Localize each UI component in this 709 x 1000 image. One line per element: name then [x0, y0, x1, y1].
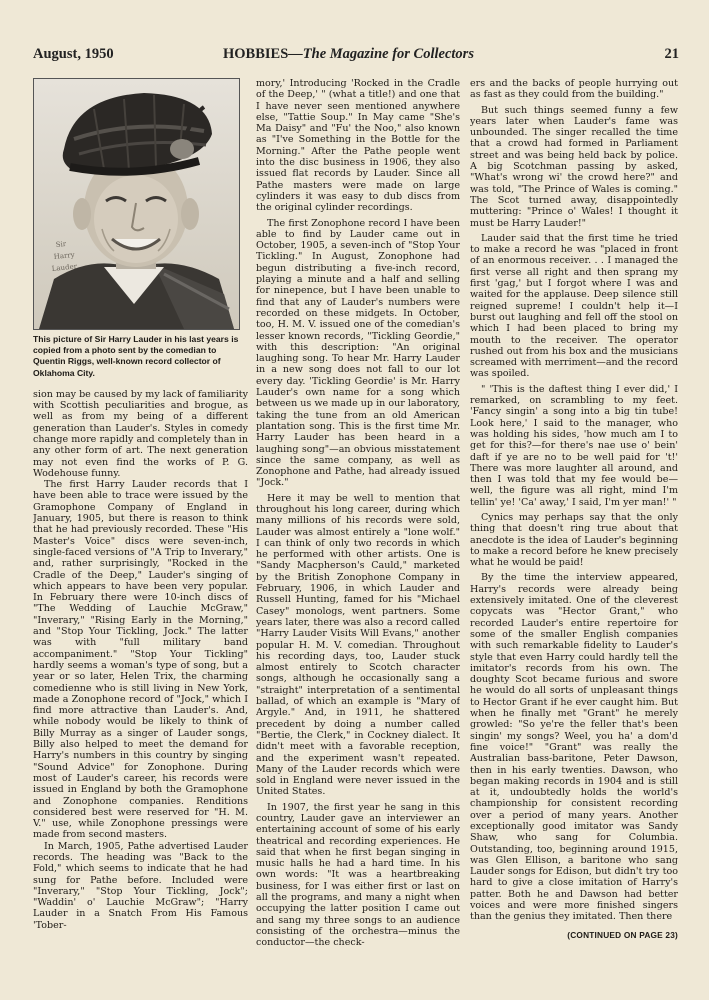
- paragraph: Lauder said that the first time he tried to make a record he was "placed in front of an enormous receiver. . . I managed the first verse all right and then sprang my first 'gag,' but I forgot where I was and waited for the applause. Deep silence still reigned supreme! I couldn't help it—I burst out laughing and fell off the stool on which I had been placed to bring my mouth to the receiver. The operator rushed out from his box and the musicians screamed with merriment—and the record was spoiled.: [470, 232, 678, 380]
- photo-signature: Sir: [55, 239, 67, 249]
- paragraph: ers and the backs of people hurrying out as fast as they could from the building.": [470, 78, 678, 101]
- page-number: 21: [664, 46, 679, 62]
- paragraph: But such things seemed funny a few years later when Lauder's fame was unbounded. The singer recalled the time that a crowd had formed in Parliament street and was being held back by police. A big Scotchman passing by asked, "What's wrong wi' the crowd here?" and was told, "The Prince of Wales is coming." The Scot turned away, disappointedly muttering: "Prince o' Wales! I thought it must be Harry Lauder!": [470, 104, 678, 229]
- paragraph: By the time the interview appeared, Harry's records were already being extensively imitated. One of the cleverest copycats was "Hector Grant," who recorded Lauder's entire repertoire for some of the smaller English companies with such remarkable fidelity to Lauder's style that even Harry could hardly tell the imitator's records from his own. The doughty Scot became furious and swore he would do all sorts of unpleasant things to Hector Grant if he ever caught him. But when he finally met "Grant" he merely growled: "So ye're the feller that's been singin' my songs? Weel, you ha' a dom'd fine voice!" "Grant" was really the Australian bass-baritone, Peter Dawson, then in his early twenties. Dawson, who began making records in 1904 and is still at it, undoubtedly holds the world's championship for consistent recording over a period of many years. Another exceptionally good imitator was Sandy Shaw, who sang for Columbia. Outstanding, too, beginning around 1915, was Glen Ellison, a baritone who sang Lauder songs for Edison, but didn't try too hard to give a close imitation of Harry's patter. Both he and Dawson had better voices and were more finished singers than the genius they imitated. Then there: [470, 572, 678, 923]
- running-header: [33, 46, 679, 66]
- photo-caption: This picture of Sir Harry Lauder in his last years is copied from a photo sent by the comedian to Quentin Riggs, well-known record collector of Oklahoma City.: [33, 334, 239, 378]
- paragraph: Cynics may perhaps say that the only thing that doesn't ring true about that anecdote is the idea of Lauder's beginning to make a record before he knew precisely what he would be paid!: [470, 511, 678, 569]
- magazine-tagline: —The Magazine for Collectors: [288, 46, 474, 62]
- paragraph: In March, 1905, Pathe advertised Lauder records. The heading was "Back to the Fold," which seems to indicate that he had sung for Pathe before. Included were "Inverary," "Stop Your Tickling, Jock"; "Waddin' o' Lauchie McGraw"; "Harry Lauder in a Snatch From His Famous 'Tober-: [33, 840, 248, 931]
- paragraph: Here it may be well to mention that throughout his long career, during which many millions of his records were sold, Lauder was almost entirely a "lone wolf." I can think of only two records in which he performed with other artists. One is "Sandy Macpherson's Cauld," marketed by the British Zonophone Company in February, 1906, in which Lauder and Russell Hunting, famed for his "Michael Casey" monologs, went partners. Some years later, there was also a record called "Harry Lauder Visits Will Evans," another popular H. M. V. comedian. Throughout his recording days, too, Lauder stuck almost entirely to Scotch character songs, although he occasionally sang a "straight" interpretation of a sentimental ballad, of which an example is "Mary of Argyle." And, in 1911, he shattered precedent by doing a number called "Bertie, the Clerk," in Cockney dialect. It didn't meet with a favorable reception, and the experiment wasn't repeated. Many of the Lauder records which were sold in England were never issued in the United States.: [256, 492, 460, 798]
- paragraph: In 1907, the first year he sang in this country, Lauder gave an interviewer an entertaining account of some of his early theatrical and recording experiences. He said that when he first began singing in music halls he had a hard time. In his own words: "It was a heartbreaking business, for I was either first or last on all the programs, and many a night when occupying the latter position I came out and sang my three songs to an audience consisting of the orchestra—minus the conductor—the check-: [256, 801, 460, 949]
- issue-date: August, 1950: [33, 46, 114, 62]
- magazine-name: HOBBIES: [223, 46, 289, 62]
- photo-signature-3: Lauder: [51, 262, 78, 273]
- paragraph: mory,' Introducing 'Rocked in the Cradle of the Deep,' " (what a title!) and one that I have never seen mentioned anywhere else, "Tattie Soup." In May came "She's Ma Daisy" and "Fu' the Noo," also known as "I've Something in the Bottle for the Morning." After the Pathe people went into the disc business in 1906, they also issued flat records by Lauder. Since all Pathe masters were made on large cylinders it was easy to dub discs from the original cylinder recordings.: [256, 78, 460, 214]
- column-3: [470, 78, 678, 988]
- paragraph: The first Zonophone record I have been able to find by Lauder came out in October, 1905, a seven-inch of "Stop Your Tickling." In August, Zonophone had begun distributing a five-inch record, playing a minute and a half and selling for ninepence, but I have been unable to find that any of Lauder's numbers were recorded on these midgets. In October, too, H. M. V. issued one of the comedian's lesser known records, "Tickling Geordie," with this description: "An original laughing song. To hear Mr. Harry Lauder in a new song does not fall to our lot every day. 'Tickling Geordie' is Mr. Harry Lauder's own name for a song which between us we made up in our laboratory, taking the tune from an old American plantation song. This is the first time Mr. Harry Lauder has been heard in a laughing song"—an obvious misstatement since the same company, as well as Zonophone and Pathe, had already issued "Jock.": [256, 217, 460, 489]
- portrait-photo: [33, 78, 240, 330]
- paragraph: The first Harry Lauder records that I have been able to trace were issued by the Gramophone Company of England in January, 1905, but there is reason to think that he had previously recorded. These "His Master's Voice" discs were seven-inch, single-faced versions of "A Trip to Inverary," and, rather surprisingly, "Rocked in the Cradle of the Deep," Lauder's singing of which appears to have been very popular. In February there were 10-inch discs of "The Wedding of Lauchie McGraw," "Inverary," "Rising Early in the Morning," and "Stop Your Tickling, Jock." The latter was with "full military band accompaniment." "Stop Your Tickling" hardly seems a woman's type of song, but a year or so later, Helen Trix, the charming comedienne who is still living in New York, made a Zonophone record of "Jock," which I find more attractive than Lauder's. And, while nobody would be likely to think of Billy Murray as a singer of Lauder songs, Billy also helped to meet the demand for Harry's numbers in this country by singing "Sound Advice" for Zonophone. During most of Lauder's career, his records were issued in England by both the Gramophone and Zonophone companies. Renditions considered best were reserved for "H. M. V." use, while Zonophone pressings were made from second masters.: [33, 479, 248, 841]
- paragraph: sion may be caused by my lack of familiarity with Scottish peculiarities and brogue, as well as from my being of a different generation than Lauder's. Styles in comedy change more rapidly and completely than in any other form of art. The next generation may not even find the works of P. G. Wodehouse funny.: [33, 388, 248, 479]
- paragraph: " 'This is the daftest thing I ever did,' I remarked, on scrambling to my feet. 'Fancy singin' a song into a big tin tube! Look here,' I said to the manager, who was holding his sides, 'how much am I to get for this?—for there's nae use o' bein' daft if ye are no to be well paid for 't!' There was more laughter all around, and then I was told that my fee would be—well, the figure was all right, mind I'm tellin' ye! 'Ca' away,' I said, I'm yer man!' ": [470, 383, 678, 508]
- photo-signature-2: Harry: [53, 250, 76, 261]
- magazine-title: [223, 46, 474, 63]
- continued-note: (CONTINUED ON PAGE 23): [567, 929, 678, 940]
- column-1: [33, 78, 248, 988]
- column-2: [256, 78, 460, 988]
- portrait-illustration: [34, 79, 239, 329]
